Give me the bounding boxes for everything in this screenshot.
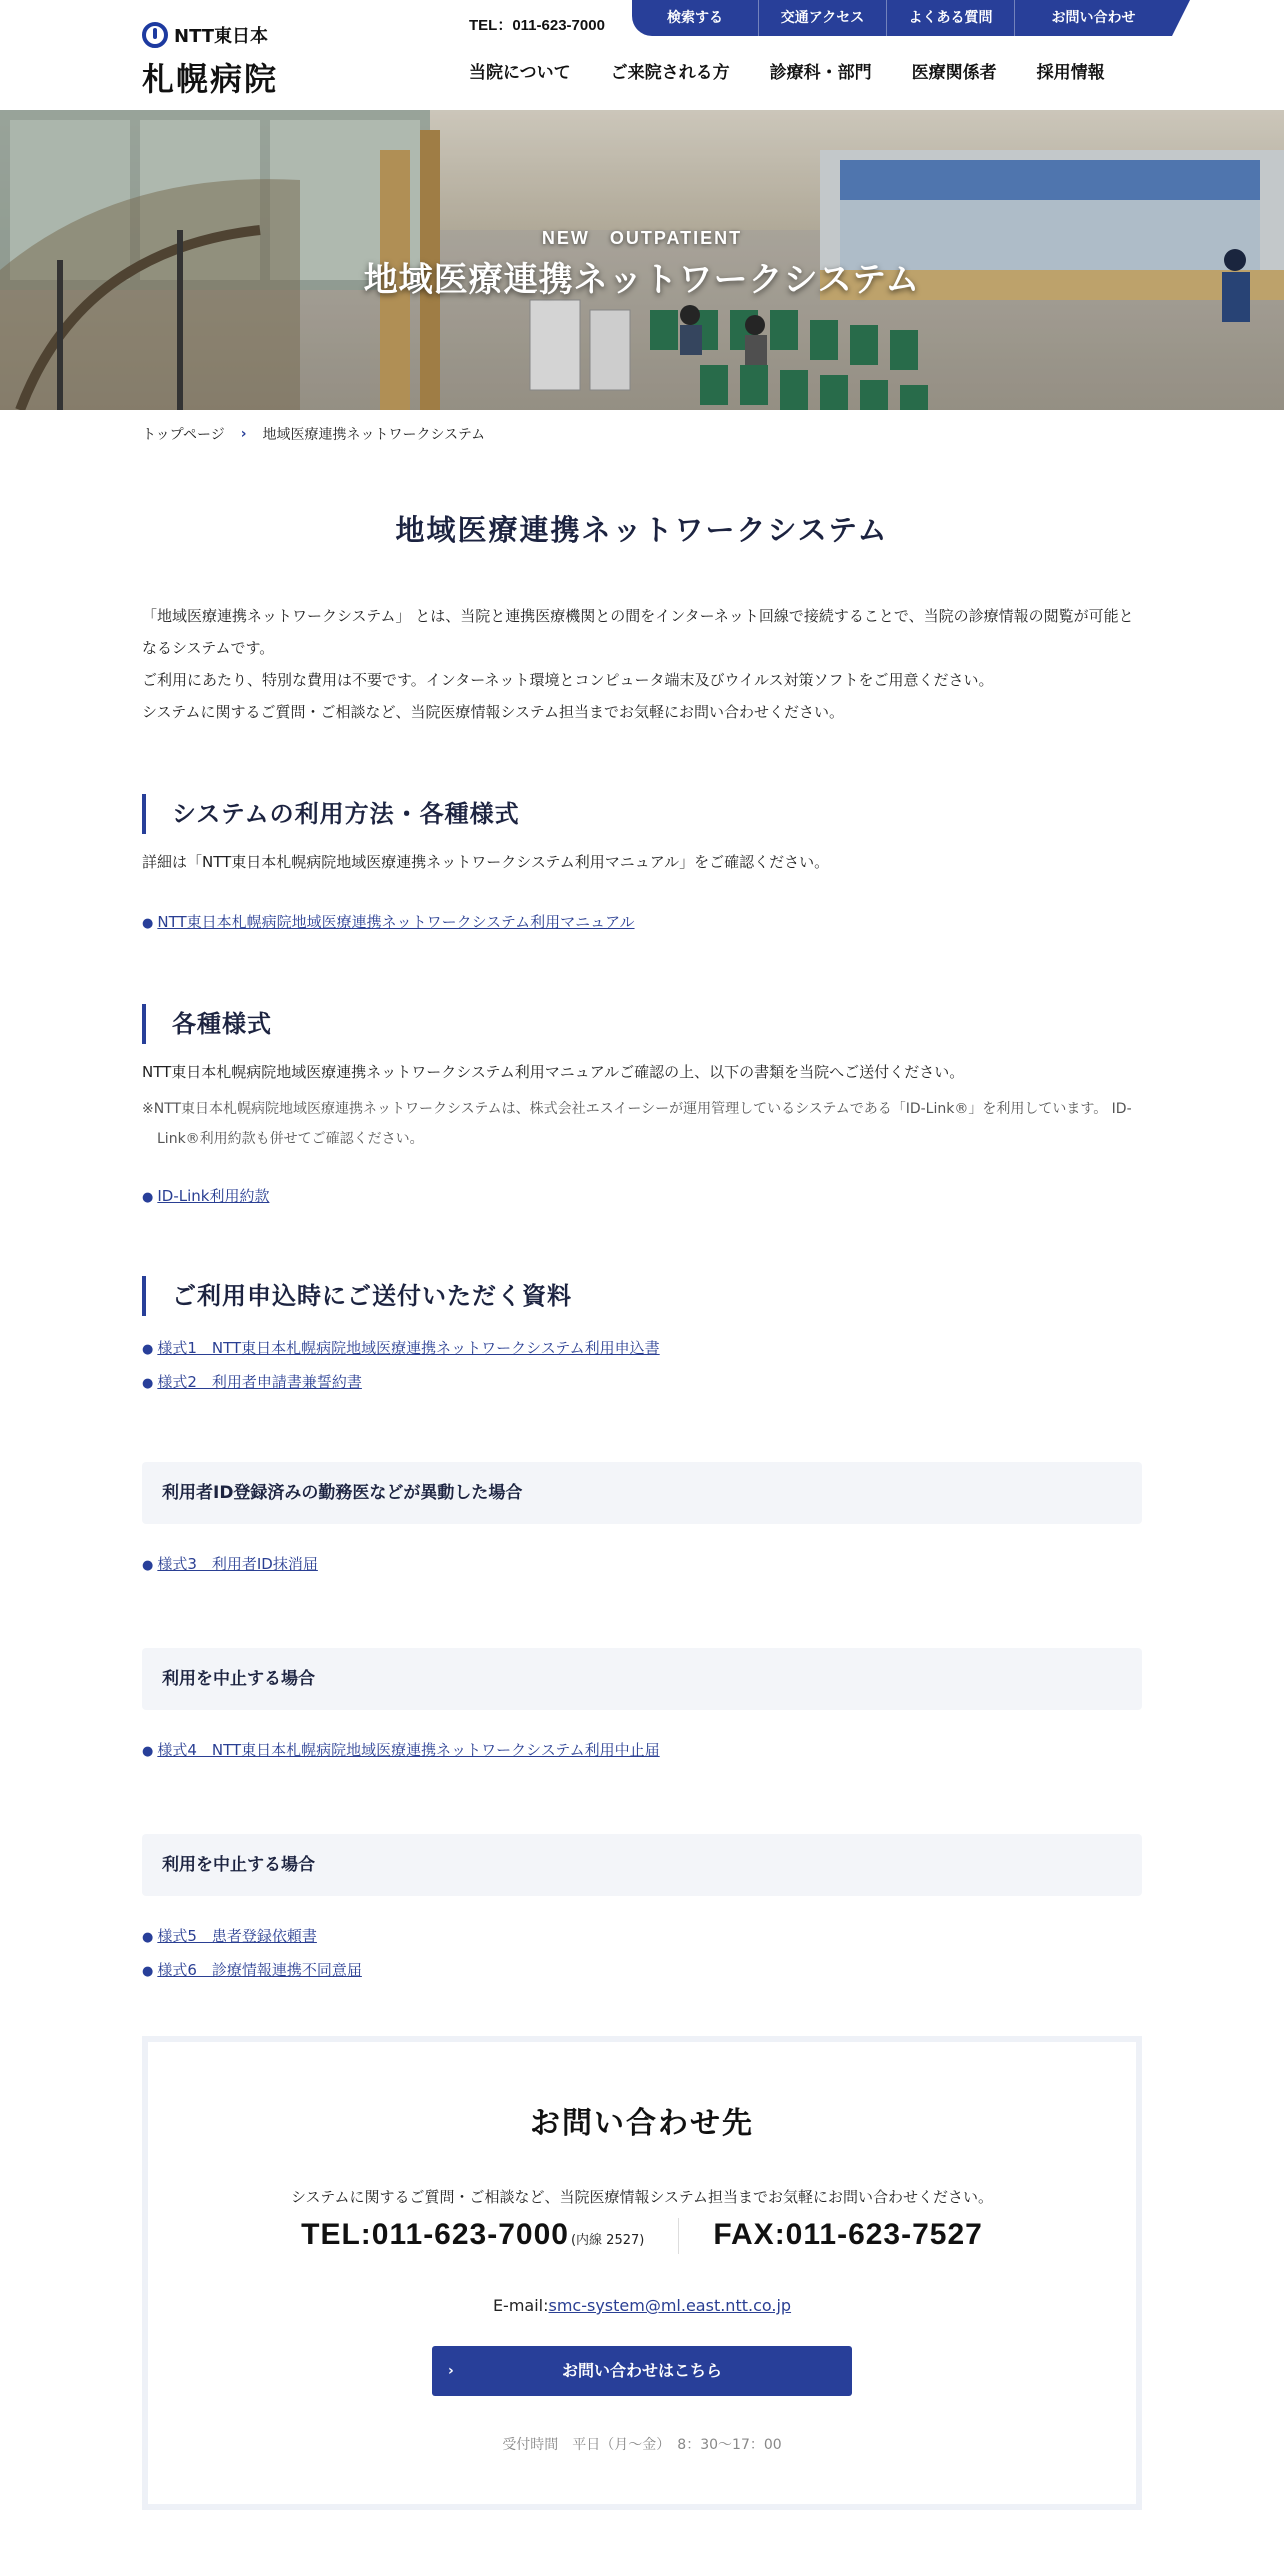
contact-form-button[interactable] (432, 2346, 852, 2396)
link-item (142, 1366, 1142, 1400)
manual-link[interactable]: NTT東日本札幌病院地域医療連携ネットワークシステム利用マニュアル (157, 913, 635, 931)
utility-nav (632, 0, 1172, 36)
contact-box (142, 2036, 1142, 2510)
section-heading-usage: システムの利用方法・各種様式 (142, 794, 1142, 834)
logo-corp-name: NTT東日本 (174, 26, 269, 47)
form1-link[interactable]: 様式1 NTT東日本札幌病院地域医療連携ネットワークシステム利用申込書 (157, 1339, 660, 1357)
email-link[interactable]: smc-system@ml.east.ntt.co.jp (548, 2296, 792, 2315)
link-item (142, 1920, 1142, 1954)
util-search-link[interactable]: 検索する (667, 10, 723, 26)
form3-link[interactable]: 様式3 利用者ID抹消届 (157, 1555, 318, 1573)
form2-link[interactable]: 様式2 利用者申請書兼誓約書 (157, 1373, 362, 1391)
hero-banner (0, 110, 1284, 410)
patient-doc-list (142, 1920, 1142, 1988)
contact-phones (148, 2218, 1136, 2254)
gnav-medical-professionals[interactable]: 医療関係者 (911, 63, 997, 83)
subsection-heading-transfer: 利用者ID登録済みの勤務医などが異動した場合 (142, 1462, 1142, 1524)
gnav-visitors[interactable]: ご来院される方 (610, 63, 730, 83)
breadcrumb-current: 地域医療連携ネットワークシステム (262, 427, 486, 443)
section-forms-text: NTT東日本札幌病院地域医療連携ネットワークシステム利用マニュアルご確認の上、以下の書類を当院へご送付ください。 (142, 1063, 965, 1081)
main-content (142, 500, 1142, 1988)
link-item (142, 1180, 1142, 1214)
idlink-terms-link[interactable]: ID-Link利用約款 (157, 1187, 270, 1205)
intro-paragraph-3: システムに関するご質問・ご相談など、当院医療情報システム担当までお気軽にお問い合わせください。 (142, 703, 845, 721)
section-usage-text: 詳細は「NTT東日本札幌病院地域医療連携ネットワークシステム利用マニュアル」をご確認ください。 (142, 853, 830, 871)
email-label: E-mail: (492, 2296, 549, 2315)
util-access-link[interactable]: 交通アクセス (758, 0, 886, 36)
bullet-icon: ● (142, 916, 154, 931)
breadcrumb (142, 424, 485, 444)
contact-button-label: お問い合わせはこちら (561, 2361, 722, 2380)
link-item (142, 906, 1142, 940)
intro-paragraph-1: 「地域医療連携ネットワークシステム」 とは、当院と連携医療機関との間をインターネット回線で接続することで、当院の診療情報の閲覧が可能となるシステムです。 (142, 607, 1134, 657)
gnav-about[interactable]: 当院について (469, 63, 571, 83)
header-tel[interactable]: TEL：011-623-7000 (469, 17, 605, 34)
bullet-icon: ● (142, 1930, 154, 1945)
contact-email-line (148, 2296, 1136, 2315)
subsection-heading-discontinue: 利用を中止する場合 (142, 1648, 1142, 1710)
application-doc-list (142, 1332, 1142, 1400)
bullet-icon: ● (142, 1744, 154, 1759)
logo-hospital-name: 札幌病院 (142, 60, 279, 98)
breadcrumb-home-link[interactable]: トップページ (142, 427, 225, 443)
hero-subtitle-en: NEW OUTPATIENT (541, 228, 743, 248)
page-title: 地域医療連携ネットワークシステム (395, 513, 889, 547)
link-item (142, 1548, 1142, 1582)
section-heading-forms: 各種様式 (142, 1004, 1142, 1044)
ntt-logo-icon (142, 22, 168, 48)
contact-tel-extension: (内線 2527) (570, 2233, 645, 2248)
site-logo[interactable] (142, 22, 302, 98)
bullet-icon: ● (142, 1558, 154, 1573)
contact-title: お問い合わせ先 (530, 2106, 754, 2141)
bullet-icon: ● (142, 1964, 154, 1979)
bullet-icon: ● (142, 1190, 154, 1205)
reception-hours: 受付時間 平日（月～金） 8：30～17：00 (502, 2437, 782, 2453)
link-item (142, 1954, 1142, 1988)
link-item (142, 1734, 1142, 1768)
chevron-right-icon: › (240, 426, 247, 442)
site-header (0, 0, 1284, 110)
section-forms-note: ※NTT東日本札幌病院地域医療連携ネットワークシステムは、株式会社エスイーシーが運用管理しているシステムである「ID-Link®」を利用しています。 ID-Link®利用約款も併せてご確認ください。 (142, 1101, 1132, 1147)
form6-link[interactable]: 様式6 診療情報連携不同意届 (157, 1961, 362, 1979)
util-contact-link[interactable]: お問い合わせ (1014, 0, 1172, 36)
contact-tel[interactable]: TEL:011-623-7000 (301, 2218, 569, 2251)
gnav-departments[interactable]: 診療科・部門 (769, 63, 872, 83)
form5-link[interactable]: 様式5 患者登録依頼書 (157, 1927, 317, 1945)
link-item (142, 1332, 1142, 1366)
chevron-right-icon: › (448, 2363, 454, 2379)
bullet-icon: ● (142, 1376, 154, 1391)
form4-link[interactable]: 様式4 NTT東日本札幌病院地域医療連携ネットワークシステム利用中止届 (157, 1741, 660, 1759)
phone-divider (678, 2218, 679, 2254)
global-nav (469, 58, 1105, 83)
intro-paragraph-2: ご利用にあたり、特別な費用は不要です。インターネット環境とコンピュータ端末及びウイルス対策ソフトをご用意ください。 (142, 671, 994, 689)
intro-text (142, 600, 1142, 728)
section-heading-application-docs: ご利用申込時にご送付いただく資料 (142, 1276, 1142, 1316)
bullet-icon: ● (142, 1342, 154, 1357)
contact-description: システムに関するご質問・ご相談など、当院医療情報システム担当までお気軽にお問い合わせください。 (290, 2188, 993, 2206)
contact-fax: FAX:011-623-7527 (713, 2218, 983, 2251)
gnav-recruit[interactable]: 採用情報 (1036, 63, 1105, 83)
subsection-heading-discontinue-2: 利用を中止する場合 (142, 1834, 1142, 1896)
hero-title: 地域医療連携ネットワークシステム (363, 260, 921, 300)
util-faq-link[interactable]: よくある質問 (886, 0, 1014, 36)
